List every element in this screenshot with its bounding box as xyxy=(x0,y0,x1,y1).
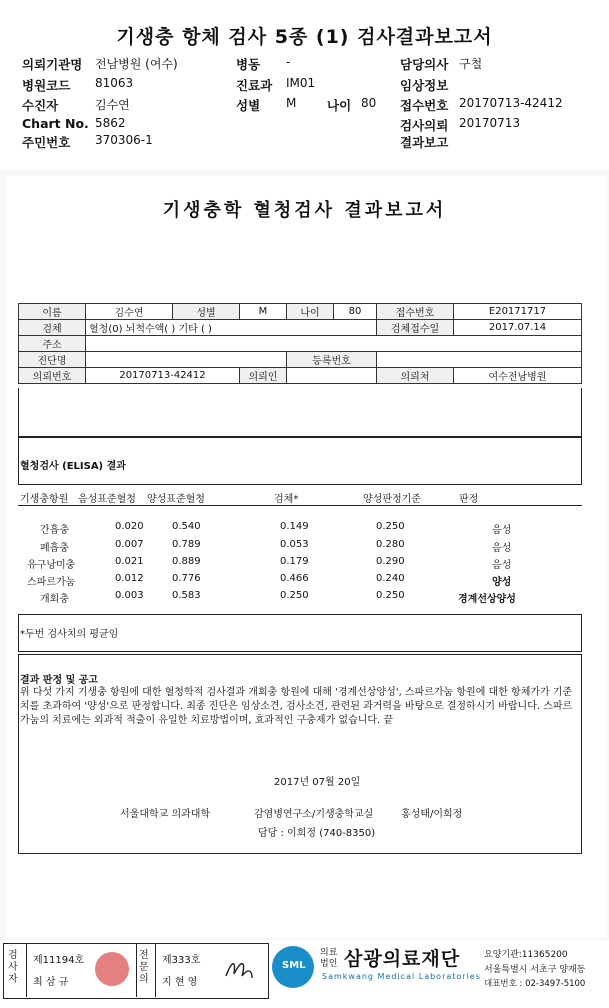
receipt-label: 접수번호 xyxy=(377,304,454,320)
row-neg: 0.007 xyxy=(115,539,144,550)
col-neg-std: 음성표준혈청 xyxy=(78,494,136,505)
requester-value xyxy=(287,368,377,384)
row-sample: 0.053 xyxy=(280,539,309,550)
sex-label: 성별 xyxy=(173,304,240,320)
reviewer-name: 최 삼 규 xyxy=(33,977,69,988)
col-cutoff: 양성판정기준 xyxy=(363,494,421,505)
specialist-name: 지 현 영 xyxy=(162,977,198,988)
patient-value: 김수연 xyxy=(95,98,130,112)
reviewer-no: 제11194호 xyxy=(33,955,85,966)
specimen-label: 검체 xyxy=(19,320,86,336)
request-no-value: 20170713-42412 xyxy=(86,368,240,384)
row-pos: 0.583 xyxy=(172,590,201,601)
name-label: 이름 xyxy=(19,304,86,320)
row-antigen: 유구낭미충 xyxy=(27,560,76,571)
dept-label: 진료과 xyxy=(236,78,273,93)
col-sample: 검체* xyxy=(274,494,299,505)
foundation-name: 삼광의료재단 xyxy=(344,948,461,970)
receipt-no-value: 20170713-42412 xyxy=(459,96,563,110)
resident-no-value: 370306-1 xyxy=(95,133,153,147)
contact: 담당 : 이희정 (740-8350) xyxy=(258,828,376,839)
signature-icon xyxy=(222,954,256,984)
row-neg: 0.021 xyxy=(115,556,144,567)
institution-value: 전남병원 (여수) xyxy=(95,57,178,71)
result-report-label: 결과보고 xyxy=(400,135,449,150)
specialist-label: 전문의 xyxy=(139,950,149,985)
report-date: 2017년 07월 20일 xyxy=(274,777,361,788)
lab-name: 감염병연구소/기생충학교실 xyxy=(254,809,374,820)
conclusion-text: 위 다섯 가지 기생충 항원에 대한 혈청학적 검사결과 개회충 항원에 대해 '경계선상양성', 스파르가눔 항원에 대한 항체가가 기준치를 초과하여 '양성'으로 판정합니다. 최종 진단은 임상소견, 검사소견, 관련된 과거력을 바탕으로 결정하시기 바랍니다. 스파르가눔의 치료에는 외과적 적출이 유일한 치료방법이며, 효과적인 구충제가 없습니다. 끝 xyxy=(20,687,573,726)
col-result: 판정 xyxy=(459,494,479,505)
row-antigen: 스파르가눔 xyxy=(27,577,76,588)
scan-title: 기생충학 혈청검사 결과보고서 xyxy=(162,200,447,221)
row-result: 음성 xyxy=(492,525,512,536)
row-sample: 0.466 xyxy=(280,573,309,584)
requested-label: 검사의뢰 xyxy=(400,118,449,133)
row-result: 양성 xyxy=(492,577,512,588)
row-cutoff: 0.290 xyxy=(376,556,405,567)
staff-names: 홍성태/이희정 xyxy=(401,809,463,820)
specimen-date-label: 검체접수일 xyxy=(377,320,454,336)
resident-no-label: 주민번호 xyxy=(22,135,71,150)
conclusion-title: 결과 판정 및 공고 xyxy=(20,675,99,686)
row-result: 음성 xyxy=(492,560,512,571)
clinical-info-label: 임상정보 xyxy=(400,78,449,93)
hospital-code-value: 81063 xyxy=(95,76,134,90)
specimen-date-value: 2017.07.14 xyxy=(454,320,582,336)
row-antigen: 개회충 xyxy=(40,594,69,605)
elisa-section-title: 혈청검사 (ELISA) 결과 xyxy=(20,461,126,472)
diagnosis-label: 진단명 xyxy=(19,352,86,368)
chart-no-value: 5862 xyxy=(95,116,126,130)
row-sample: 0.250 xyxy=(280,590,309,601)
row-neg: 0.012 xyxy=(115,573,144,584)
reviewer-label: 검사자 xyxy=(8,950,18,985)
request-no-label: 의뢰번호 xyxy=(19,368,86,384)
row-pos: 0.889 xyxy=(172,556,201,567)
row-cutoff: 0.250 xyxy=(376,590,405,601)
diagnosis-value xyxy=(86,352,287,368)
sml-logo-text: SML xyxy=(282,960,306,971)
receipt-value: E20171717 xyxy=(454,304,582,320)
age-value: 80 xyxy=(334,304,377,320)
dept-value: IM01 xyxy=(286,76,316,90)
sex-value: M xyxy=(240,304,287,320)
request-place-value: 여수전남병원 xyxy=(454,368,582,384)
requested-value: 20170713 xyxy=(459,116,521,130)
registration-label: 등록번호 xyxy=(287,352,377,368)
ward-label: 병동 xyxy=(236,57,261,72)
row-sample: 0.149 xyxy=(280,521,309,532)
specimen-value: 혈청(0) 뇌척수액( ) 기타 ( ) xyxy=(86,320,377,336)
row-pos: 0.776 xyxy=(172,573,201,584)
row-result: 경계선상양성 xyxy=(458,594,516,605)
row-result: 음성 xyxy=(492,543,512,554)
org-name: 서울대학교 의과대학 xyxy=(120,809,211,820)
row-neg: 0.020 xyxy=(115,521,144,532)
sex-label: 성별 xyxy=(236,98,261,113)
divider xyxy=(26,943,27,997)
specialist-no: 제333호 xyxy=(162,955,201,966)
patient-label: 수진자 xyxy=(22,98,59,113)
address-value xyxy=(86,336,582,352)
row-antigen: 폐흡충 xyxy=(40,543,69,554)
age-label: 나이 xyxy=(327,98,352,113)
chart-no-label: Chart No. xyxy=(22,116,89,131)
remarks-box xyxy=(18,388,582,437)
row-cutoff: 0.280 xyxy=(376,539,405,550)
report-title: 기생충 항체 검사 5종 (1) 검사결과보고서 xyxy=(116,26,493,48)
divider xyxy=(155,943,156,997)
doctor-label: 담당의사 xyxy=(400,57,449,72)
divider xyxy=(136,943,137,997)
row-sample: 0.179 xyxy=(280,556,309,567)
care-no: 요양기관:11365200 xyxy=(484,950,568,960)
receipt-no-label: 접수번호 xyxy=(400,98,449,113)
name-value: 김수연 xyxy=(86,304,173,320)
row-cutoff: 0.240 xyxy=(376,573,405,584)
col-antigen: 기생충항원 xyxy=(20,494,69,505)
row-pos: 0.789 xyxy=(172,539,201,550)
header-divider xyxy=(18,505,582,506)
patient-info-table xyxy=(18,303,582,384)
row-neg: 0.003 xyxy=(115,590,144,601)
requester-label: 의뢰인 xyxy=(240,368,287,384)
hospital-code-label: 병원코드 xyxy=(22,78,71,93)
row-pos: 0.540 xyxy=(172,521,201,532)
col-pos-std: 양성표준혈청 xyxy=(147,494,205,505)
registration-value xyxy=(377,352,582,368)
institution-label: 의뢰기관명 xyxy=(22,57,83,72)
footnote: *두번 검사치의 평균임 xyxy=(20,629,119,640)
doctor-value: 구철 xyxy=(459,57,483,71)
ward-value: - xyxy=(286,55,291,69)
age-value: 80 xyxy=(361,96,377,110)
sex-value: M xyxy=(286,96,297,110)
seal-stamp-icon xyxy=(95,952,129,986)
foundation-prefix: 의료법인 xyxy=(320,948,338,969)
age-label: 나이 xyxy=(287,304,334,320)
address-label: 주소 xyxy=(19,336,86,352)
phone: 대표번호 : 02-3497-5100 xyxy=(484,979,586,989)
row-antigen: 간흡충 xyxy=(40,525,69,536)
request-place-label: 의뢰처 xyxy=(377,368,454,384)
foundation-en: Samkwang Medical Laboratories xyxy=(322,972,481,981)
address: 서울특별시 서초구 양재동 xyxy=(484,965,586,975)
row-cutoff: 0.250 xyxy=(376,521,405,532)
